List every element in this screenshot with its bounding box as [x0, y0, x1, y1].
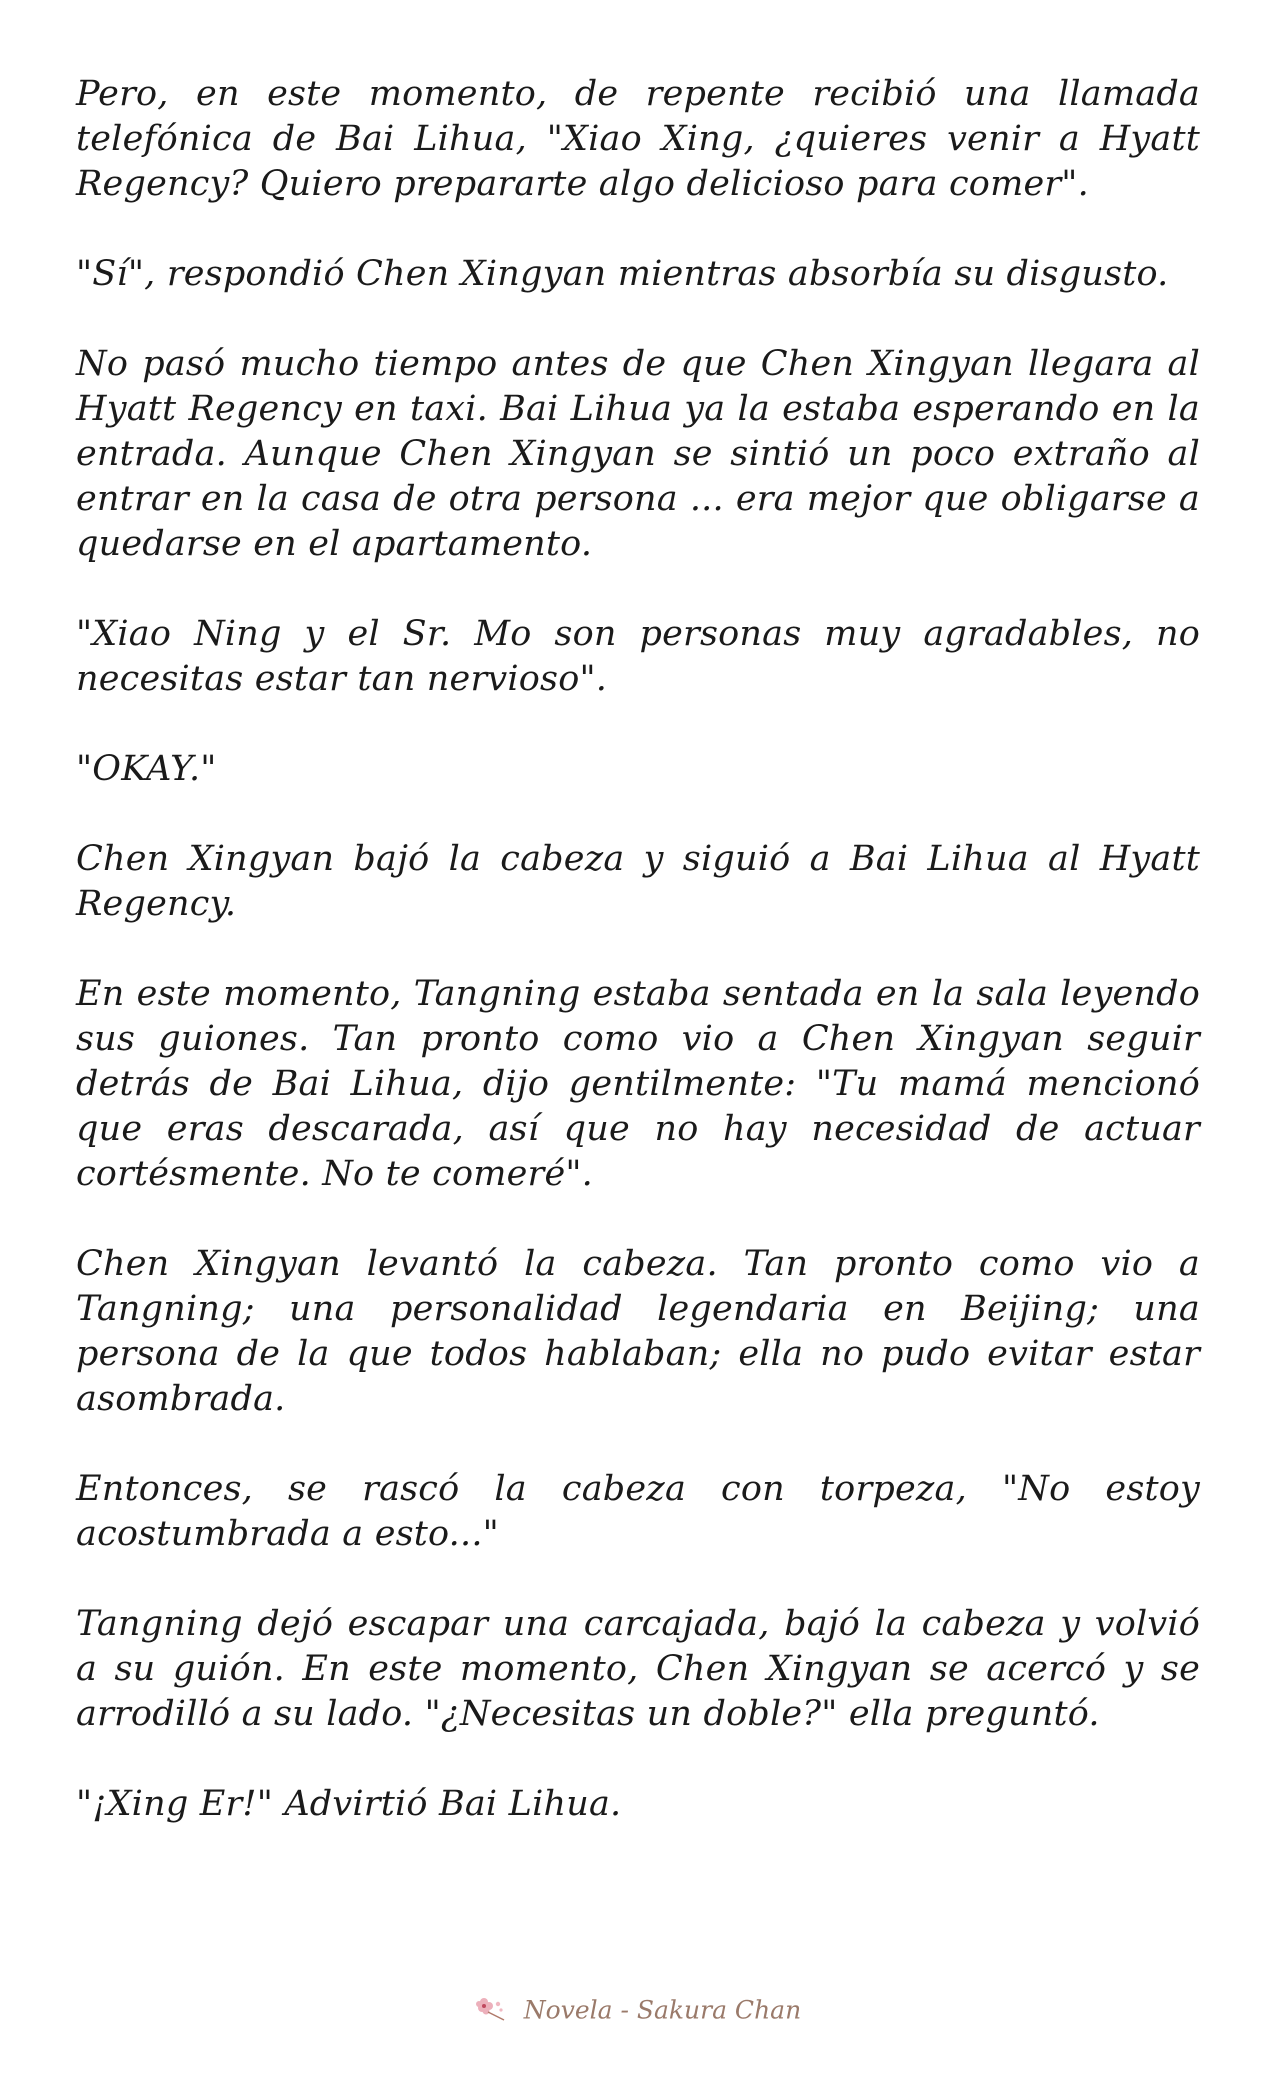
paragraph: "Sí", respondió Chen Xingyan mientras absorbía su disgusto. [76, 254, 1169, 294]
footer-label: Novela - Sakura Chan [523, 1995, 802, 2025]
paragraph: Tangning dejó escapar una carcajada, bajó la cabeza y volvió a su guión. En este momento, Chen Xingyan se acercó y se arrodilló a su lado. "¿Necesitas un doble?" ella preguntó. [76, 1604, 1200, 1734]
paragraph: "¡Xing Er!" Advirtió Bai Lihua. [76, 1784, 622, 1824]
paragraph: "OKAY." [76, 749, 217, 789]
paragraph: "Xiao Ning y el Sr. Mo son personas muy agradables, no necesitas estar tan nervioso". [76, 614, 1200, 699]
paragraph: Pero, en este momento, de repente recibió una llamada telefónica de Bai Lihua, "Xiao Xing, ¿quieres venir a Hyatt Regency? Quiero prepararte algo delicioso para comer". [76, 74, 1200, 204]
paragraph: En este momento, Tangning estaba sentada en la sala leyendo sus guiones. Tan pronto como vio a Chen Xingyan seguir detrás de Bai Lihua, dijo gentilmente: "Tu mamá mencionó que eras descarada, así que no hay necesidad de actuar cortésmente. No te comeré". [76, 974, 1200, 1194]
document-body [76, 72, 1200, 1872]
sakura-flower-icon [474, 1994, 508, 2030]
footer-watermark [0, 1994, 1275, 2030]
paragraph: Chen Xingyan bajó la cabeza y siguió a Bai Lihua al Hyatt Regency. [76, 839, 1200, 924]
paragraph: Entonces, se rascó la cabeza con torpeza, "No estoy acostumbrada a esto..." [76, 1469, 1200, 1554]
paragraph: No pasó mucho tiempo antes de que Chen Xingyan llegara al Hyatt Regency en taxi. Bai Lihua ya la estaba esperando en la entrada. Aunque Chen Xingyan se sintió un poco extraño al entrar en la casa de otra persona ... era mejor que obligarse a quedarse en el apartamento. [76, 344, 1200, 564]
paragraph: Chen Xingyan levantó la cabeza. Tan pronto como vio a Tangning; una personalidad legendaria en Beijing; una persona de la que todos hablaban; ella no pudo evitar estar asombrada. [76, 1244, 1200, 1419]
